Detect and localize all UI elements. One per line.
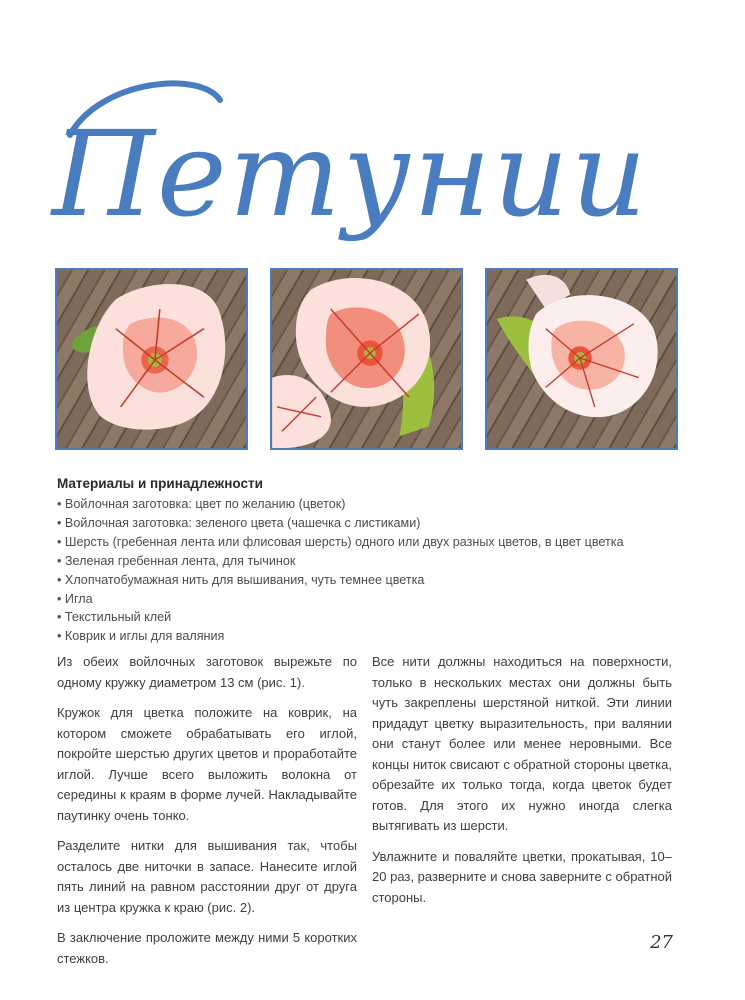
paragraph: Все нити должны находиться на поверхности, только в нескольких местах они должны быть чуть закреплены шерстяной ниткой. Эти линии придадут цветку выразительность, при валянии они станут более или менее неровными. Все концы ниток свисают с обратной стороны цветка, обрезайте их только тогда, когда цветок будет готов. Для этого их нужно иногда слегка вытягивать из шерсти. <box>372 654 672 833</box>
materials-item: • Текстильный клей <box>57 608 697 627</box>
title-text: Петунии <box>52 105 649 243</box>
page-title <box>40 40 649 260</box>
paragraph: В заключение проложите между ними 5 коротких стежков. <box>57 930 357 966</box>
materials-item: • Игла <box>57 590 697 609</box>
title-graphic <box>40 40 649 260</box>
petunia-photo-2 <box>270 268 463 450</box>
materials-item: • Коврик и иглы для валяния <box>57 627 697 646</box>
petunia-photo-1 <box>55 268 248 450</box>
materials-item: • Войлочная заготовка: цвет по желанию (цветок) <box>57 495 697 514</box>
page-number: 27 <box>650 932 673 953</box>
paragraph: Кружок для цветка положите на коврик, на котором сможете обрабатывать его иглой, покройте шерстью других цветов и проработайте иглой. Лучше всего выложить волокна от середины к краям в форме лучей. Накладывайте паутинку очень тонко. <box>57 705 357 823</box>
paragraph: Разделите нитки для вышивания так, чтобы осталось две ниточки в запасе. Нанесите иглой пять линий на равном расстоянии друг от друга из центра кружка к краю (рис. 2). <box>57 838 357 915</box>
petunia-photo-3 <box>485 268 678 450</box>
photo-strip <box>55 268 678 450</box>
materials-section <box>57 476 697 646</box>
paragraph: Увлажните и поваляйте цветки, прокатывая, 10–20 раз, разверните и снова заверните с обратной стороны. <box>372 848 672 905</box>
materials-item: • Шерсть (гребенная лента или флисовая шерсть) одного или двух разных цветов, в цвет цветка <box>57 533 697 552</box>
materials-item: • Войлочная заготовка: зеленого цвета (чашечка с листиками) <box>57 514 697 533</box>
materials-item: • Зеленая гребенная лента, для тычинок <box>57 552 697 571</box>
materials-list <box>57 495 697 646</box>
paragraph: Из обеих войлочных заготовок вырежьте по одному кружку диаметром 13 см (рис. 1). <box>57 654 357 690</box>
materials-heading: Материалы и принадлежности <box>57 476 263 491</box>
materials-item: • Хлопчатобумажная нить для вышивания, чуть темнее цветка <box>57 571 697 590</box>
left-column <box>57 652 357 979</box>
right-column <box>372 652 672 918</box>
